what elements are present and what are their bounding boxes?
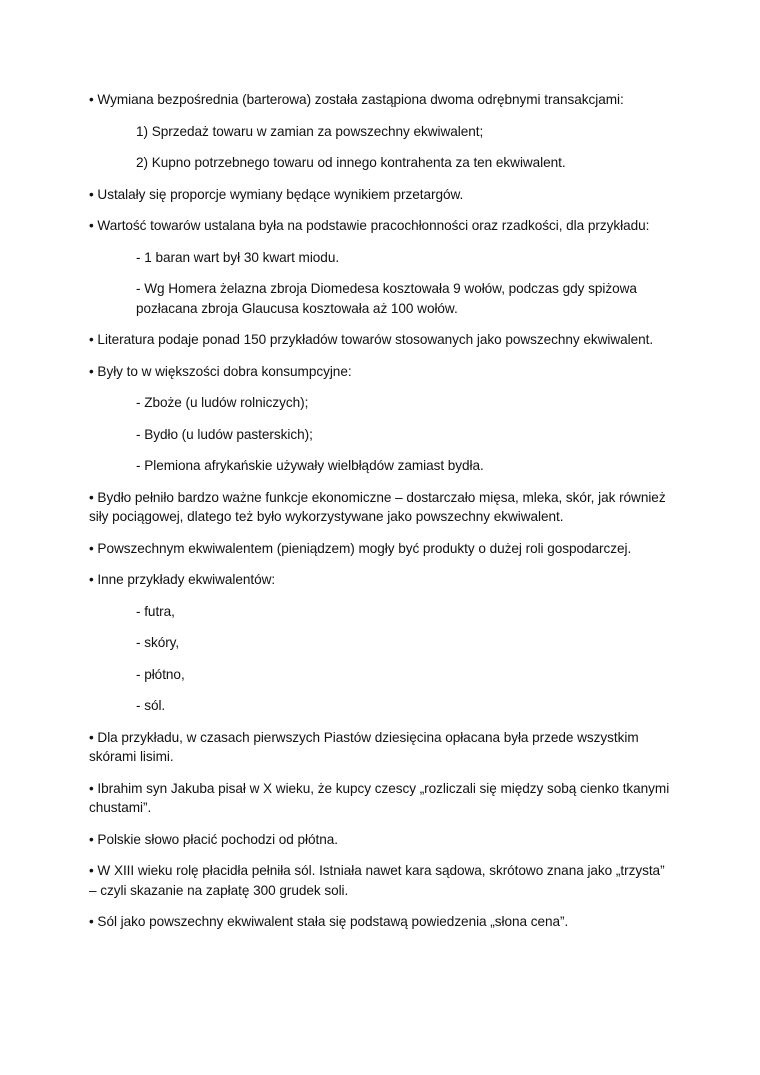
list-item-purchase: 2) Kupno potrzebnego towaru od innego kontrahenta za ten ekwiwalent.: [136, 155, 566, 170]
paragraph-cattle-functions: • Bydło pełniło bardzo ważne funkcje ekonomiczne – dostarczało mięsa, mleka, skór, jak również siły pociągowej, dlatego też było wykorzystywane jako powszechny ekwiwalent.: [89, 489, 666, 524]
paragraph-salty-price: • Sól jako powszechny ekwiwalent stała się podstawą powiedzenia „słona cena”.: [89, 914, 569, 929]
list-item-cattle: - Bydło (u ludów pasterskich);: [136, 426, 313, 442]
paragraph-other-examples: • Inne przykłady ekwiwalentów:: [89, 572, 276, 587]
paragraph-literature-examples: • Literatura podaje ponad 150 przykładów towarów stosowanych jako powszechny ekwiwalent.: [89, 332, 654, 347]
document-body: [89, 90, 674, 944]
paragraph-consumer-goods: • Były to w większości dobra konsumpcyjne:: [89, 363, 352, 379]
list-item-salt: - sól.: [136, 698, 166, 713]
paragraph-goods-value: • Wartość towarów ustalana była na podstawie pracochłonności oraz rzadkości, dla przykładu:: [89, 218, 650, 233]
list-item-homer-armor: - Wg Homera żelazna zbroja Diomedesa kosztowała 9 wołów, podczas gdy spiżowa pozłacana zbroja Glaucusa kosztowała aż 100 wołów.: [136, 281, 637, 316]
paragraph-polish-word: • Polskie słowo płacić pochodzi od płótna.: [89, 831, 338, 847]
paragraph-economic-products: • Powszechnym ekwiwalentem (pieniądzem) mogły być produkty o dużej roli gospodarczej.: [89, 540, 632, 556]
list-item-grain: - Zboże (u ludów rolniczych);: [136, 395, 309, 410]
list-item-furs: - futra,: [136, 603, 175, 619]
list-item-hides: - skóry,: [136, 635, 180, 650]
list-item-linen: - płótno,: [136, 666, 185, 682]
paragraph-barter-replaced: • Wymiana bezpośrednia (barterowa) została zastąpiona dwoma odrębnymi transakcjami:: [89, 92, 624, 107]
paragraph-exchange-proportions: • Ustalały się proporcje wymiany będące wynikiem przetargów.: [89, 186, 464, 202]
list-item-ram-mead: - 1 baran wart był 30 kwart miodu.: [136, 249, 340, 265]
paragraph-ibrahim: • Ibrahim syn Jakuba pisał w X wieku, że kupcy czescy „rozliczali się między sobą cienko tkanymi chustami”.: [89, 780, 670, 815]
list-item-camels: - Plemiona afrykańskie używały wielbłądów zamiast bydła.: [136, 458, 484, 473]
list-item-sale: 1) Sprzedaż towaru w zamian za powszechny ekwiwalent;: [136, 123, 484, 139]
paragraph-13th-century-salt: • W XIII wieku rolę płacidła pełniła sól. Istniała nawet kara sądowa, skrótowo znana jako „trzysta” – czyli skazanie na zapłatę 300 grudek soli.: [89, 863, 665, 898]
paragraph-piast-tithe: • Dla przykładu, w czasach pierwszych Piastów dziesięcina opłacana była przede wszystkim skórami lisimi.: [89, 729, 639, 764]
